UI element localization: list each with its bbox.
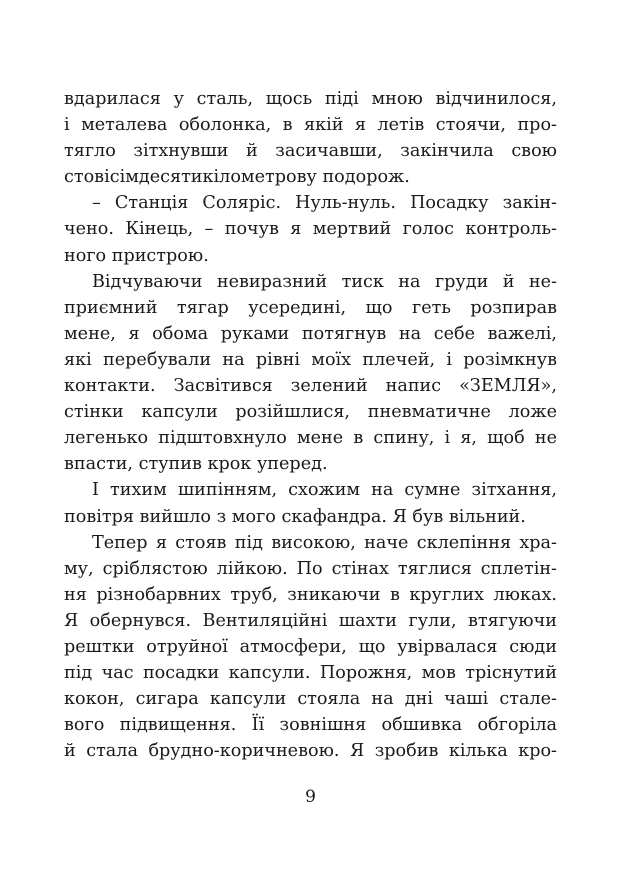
text-line: стінки капсули розійшлися, пневматичне ложе xyxy=(64,402,557,423)
text-line: – Станція Соляріс. Нуль-нуль. Посадку закін- xyxy=(92,193,557,214)
text-line: стовісімдесятикілометрову подорож. xyxy=(64,167,410,188)
text-line: чено. Кінець, – почув я мертвий голос контроль- xyxy=(64,219,557,240)
text-line: рештки отруйної атмосфери, що увірвалася сюди xyxy=(64,636,557,657)
page-number: 9 xyxy=(305,787,316,807)
body-text xyxy=(64,86,557,764)
text-line: ного пристрою. xyxy=(64,245,209,266)
text-line: повітря вийшло з мого скафандра. Я був вільний. xyxy=(64,506,526,527)
text-line: вого підвищення. Її зовнішня обшивка обгоріла xyxy=(64,715,557,736)
text-line: вдарилася у сталь, щось піді мною відчинилося, xyxy=(64,89,557,109)
text-line: тягло зітхнувши й засичавши, закінчила свою xyxy=(64,141,557,162)
text-line: і металева оболонка, в якій я летів стоячи, про- xyxy=(64,115,557,136)
text-line: ня різнобарвних труб, зникаючи в круглих люках. xyxy=(64,584,557,605)
text-line: впасти, ступив крок уперед. xyxy=(64,454,328,475)
text-line: Тепер я стояв під високою, наче склепіння хра- xyxy=(92,532,557,553)
text-line: контакти. Засвітився зелений напис «ЗЕМЛЯ», xyxy=(64,376,557,397)
text-line: під час посадки капсули. Порожня, мов тріснутий xyxy=(64,663,557,684)
text-line: Я обернувся. Вентиляційні шахти гули, втягуючи xyxy=(64,610,557,631)
text-line: І тихим шипінням, схожим на сумне зітхання, xyxy=(92,480,557,501)
text-line: Відчуваючи невиразний тиск на груди й не- xyxy=(92,271,557,292)
text-line: легенько підштовхнуло мене в спину, і я, щоб не xyxy=(64,428,557,449)
text-line: й стала брудно-коричневою. Я зробив кілька кро- xyxy=(64,741,557,762)
text-line: мене, я обома руками потягнув на себе важелі, xyxy=(64,323,557,344)
text-line: які перебували на рівні моїх плечей, і розімкнув xyxy=(64,349,557,370)
text-line: приємний тягар усередині, що геть розпирав xyxy=(64,297,557,318)
text-line: кокон, сигара капсули стояла на дні чаші стале- xyxy=(64,689,557,710)
text-line: му, сріблястою лійкою. По стінах тяглися сплетін- xyxy=(64,558,557,579)
